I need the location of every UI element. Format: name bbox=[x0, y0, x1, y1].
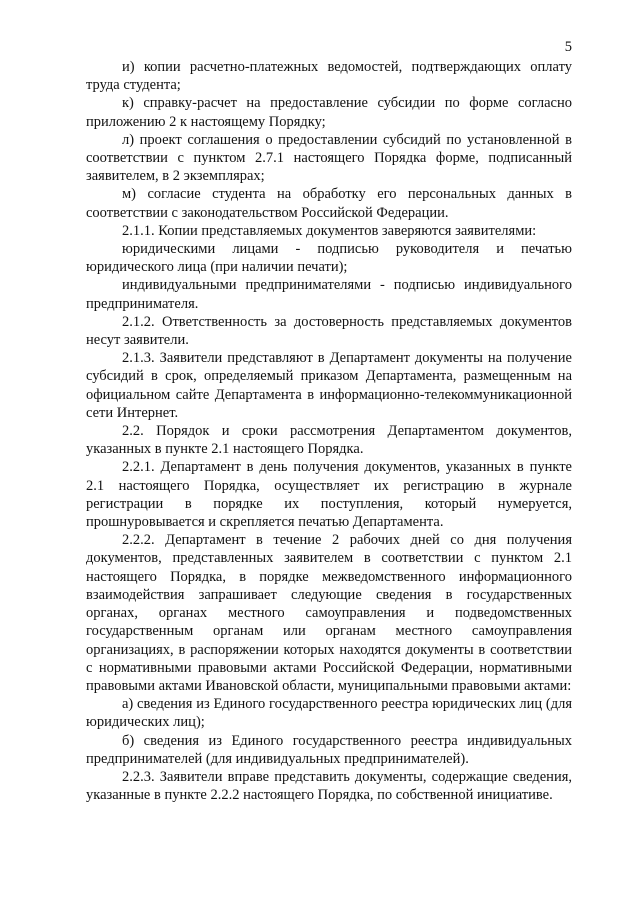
paragraph-item-i: и) копии расчетно-платежных ведомостей, подтверждающих оплату труда студента; bbox=[86, 59, 572, 94]
paragraph-individual-entrepreneurs: индивидуальными предпринимателями - подписью индивидуального предпринимателя. bbox=[86, 277, 572, 312]
paragraph-item-l: л) проект соглашения о предоставлении субсидий по установленной в соответствии с пунктом 2.7.1 настоящего Порядка форме, подписанный заявителем, в 2 экземплярах; bbox=[86, 131, 572, 185]
paragraph-2-1-1: 2.1.1. Копии представляемых документов заверяются заявителями: bbox=[122, 222, 537, 239]
paragraph-item-a: а) сведения из Единого государственного реестра юридических лиц (для юридических лиц); bbox=[86, 696, 572, 731]
paragraph-legal-entities: юридическими лицами - подписью руководителя и печатью юридического лица (при наличии печати); bbox=[86, 241, 572, 276]
paragraph-2-1-3: 2.1.3. Заявители представляют в Департамент документы на получение субсидий в срок, определяемый приказом Департамента, размещенным на официальном сайте Департамента в информационно-телекоммуникационной сети Интернет. bbox=[86, 350, 572, 421]
paragraph-item-k: к) справку-расчет на предоставление субсидии по форме согласно приложению 2 к настоящему Порядку; bbox=[86, 95, 572, 130]
document-body bbox=[86, 58, 572, 804]
paragraph-2-2: 2.2. Порядок и сроки рассмотрения Департаментом документов, указанных в пункте 2.1 настоящего Порядка. bbox=[86, 423, 572, 458]
paragraph-2-2-2: 2.2.2. Департамент в течение 2 рабочих дней со дня получения документов, представленных заявителем в соответствии с пунктом 2.1 настоящего Порядка, в порядке межведомственного информационного взаимодействия запрашивает следующие сведения в государственных органах, органах местного самоуправления и подведомственных государственным органам или органам местного самоуправления организациях, в распоряжении которых находятся документы в соответствии с нормативными правовыми актами Российской Федерации, нормативными правовыми актами Ивановской области, муниципальными правовыми актами: bbox=[86, 532, 572, 694]
paragraph-item-b: б) сведения из Единого государственного реестра индивидуальных предпринимателей (для индивидуальных предпринимателей). bbox=[86, 732, 572, 767]
paragraph-2-2-1: 2.2.1. Департамент в день получения документов, указанных в пункте 2.1 настоящего Порядка, осуществляет их регистрацию в журнале регистрации в порядке их поступления, который нумеруется, прошнуровывается и скрепляется печатью Департамента. bbox=[86, 459, 572, 531]
paragraph-2-1-2: 2.1.2. Ответственность за достоверность представляемых документов несут заявители. bbox=[86, 313, 572, 349]
page-number: 5 bbox=[564, 39, 572, 55]
paragraph-item-m: м) согласие студента на обработку его персональных данных в соответствии с законодательством Российской Федерации. bbox=[86, 186, 572, 221]
paragraph-2-2-3: 2.2.3. Заявители вправе представить документы, содержащие сведения, указанные в пункте 2.2.2 настоящего Порядка, по собственной инициативе. bbox=[86, 768, 572, 804]
